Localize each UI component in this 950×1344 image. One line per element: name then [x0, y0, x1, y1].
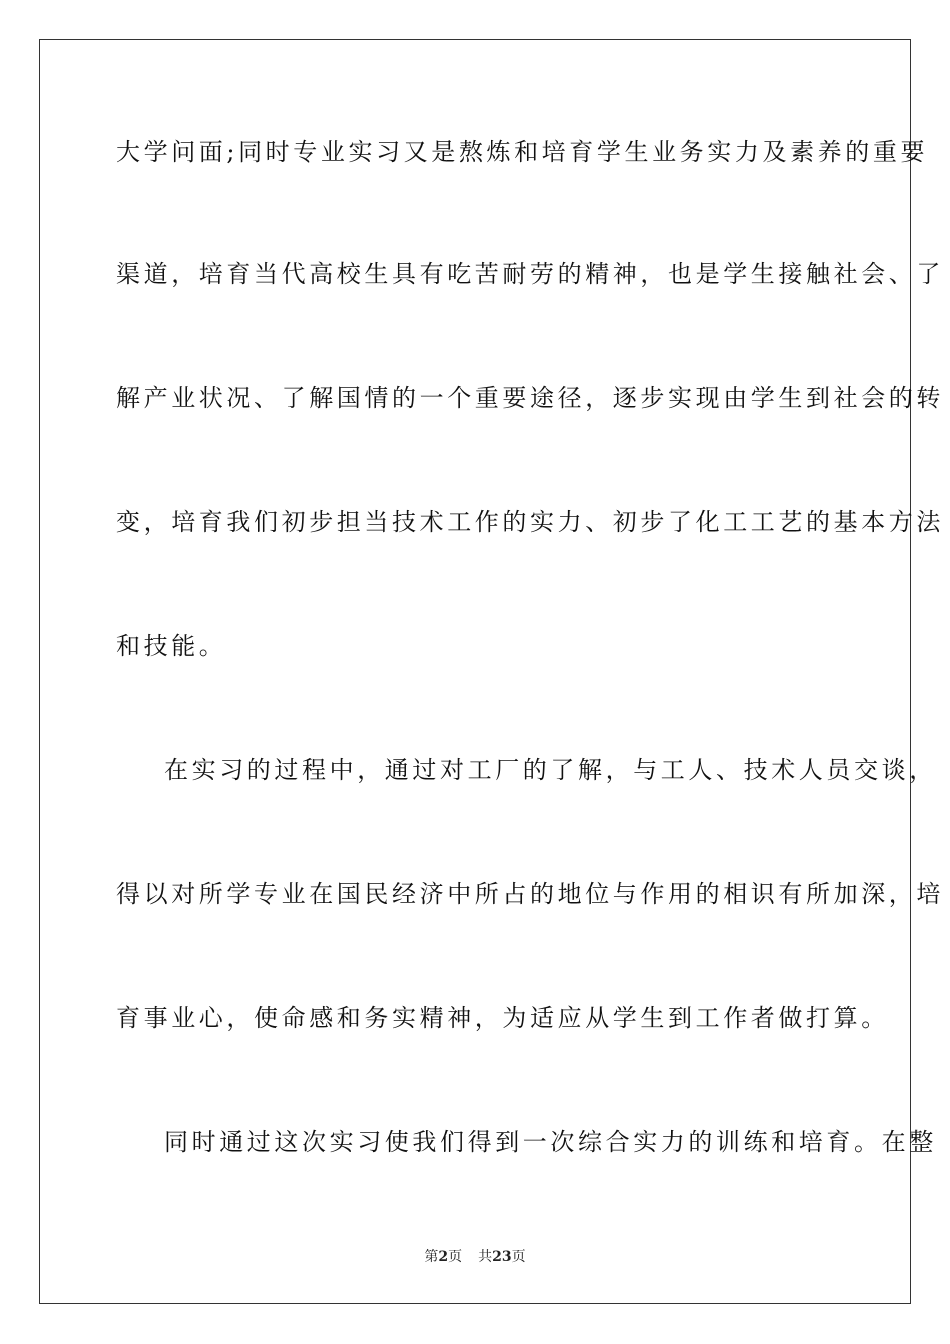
page-border [39, 39, 944, 1304]
page-number: 2 [438, 1249, 449, 1265]
total-prefix: 共 [478, 1249, 493, 1265]
text-line-1: 大学问面;同时专业实习又是熬炼和培育学生业务实力及素养的重要 [116, 138, 929, 166]
paragraph-start-line-6: 在实习的过程中，通过对工厂的了解，与工人、技术人员交谈， [164, 756, 937, 784]
page-prefix: 第 [424, 1249, 439, 1265]
total-pages: 23 [492, 1249, 512, 1265]
text-line-4: 变，培育我们初步担当技术工作的实力、初步了化工工艺的基本方法 [116, 508, 944, 536]
page-suffix: 页 [448, 1249, 463, 1265]
text-line-3: 解产业状况、了解国情的一个重要途径，逐步实现由学生到社会的转 [116, 384, 944, 412]
text-line-7: 得以对所学专业在国民经济中所占的地位与作用的相识有所加深，培 [116, 880, 944, 908]
total-suffix: 页 [511, 1249, 526, 1265]
text-line-2: 渠道，培育当代高校生具有吃苦耐劳的精神，也是学生接触社会、了 [116, 260, 944, 288]
text-line-8: 育事业心，使命感和务实精神，为适应从学生到工作者做打算。 [116, 1004, 889, 1032]
text-line-5: 和技能。 [116, 632, 227, 660]
paragraph-start-line-9: 同时通过这次实习使我们得到一次综合实力的训练和培育。在整 [164, 1128, 937, 1156]
page-footer [0, 1248, 950, 1266]
